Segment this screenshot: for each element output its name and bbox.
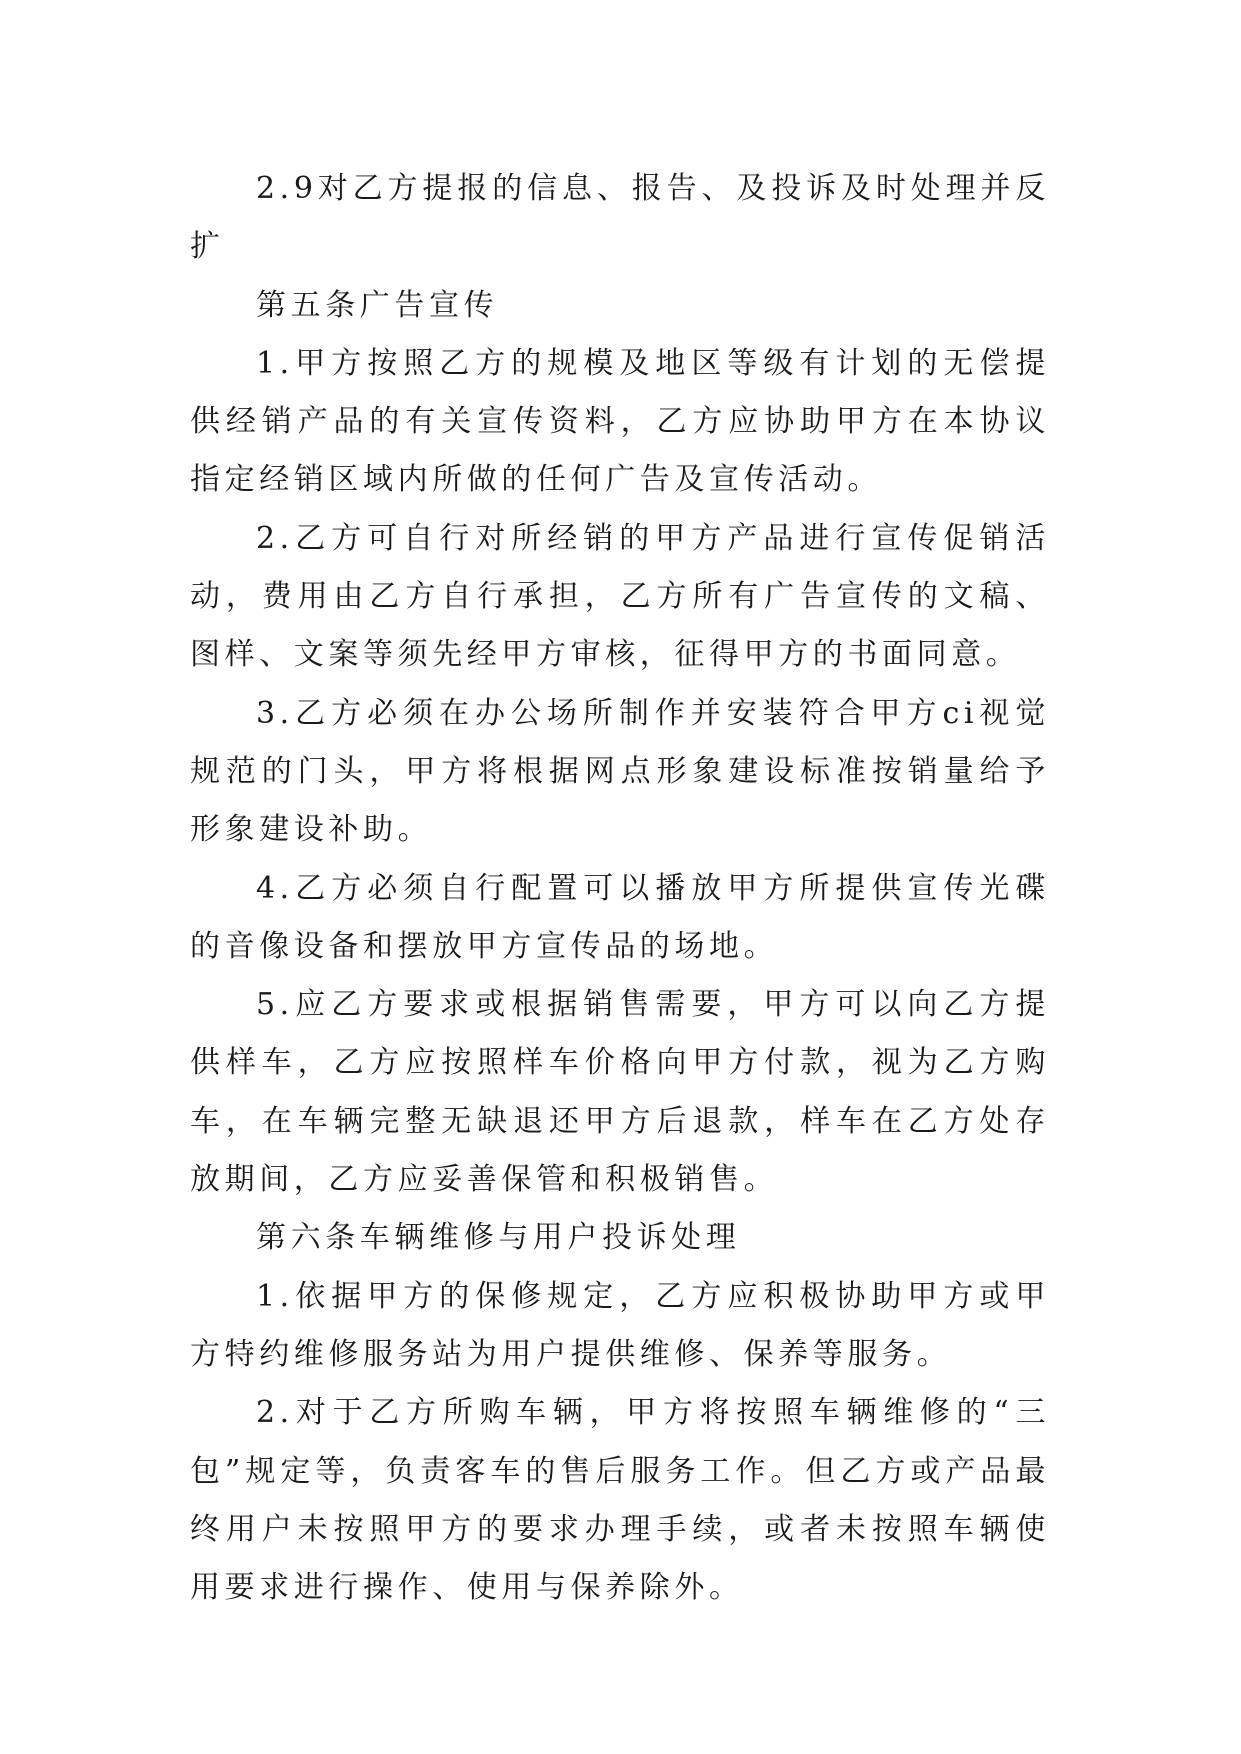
paragraph-6-1: 1.依据甲方的保修规定，乙方应积极协助甲方或甲方特约维修服务站为用户提供维修、保养等服务。 [190,1278,1050,1372]
paragraph-5-4: 4.乙方必须自行配置可以播放甲方所提供宣传光碟的音像设备和摆放甲方宣传品的场地。 [190,870,1050,964]
section-heading-maintenance: 第六条车辆维修与用户投诉处理 [256,1220,741,1256]
paragraph-5-3: 3.乙方必须在办公场所制作并安装符合甲方ci视觉规范的门头，甲方将根据网点形象建设标准按销量给予形象建设补助。 [190,695,1050,848]
paragraph-6-2: 2.对于乙方所购车辆，甲方将按照车辆维修的“三包”规定等，负责客车的售后服务工作。但乙方或产品最终用户未按照甲方的要求办理手续，或者未按照车辆使用要求进行操作、使用与保养除外。 [190,1395,1050,1606]
paragraph-5-5: 5.应乙方要求或根据销售需要，甲方可以向乙方提供样车，乙方应按照样车价格向甲方付款，视为乙方购车，在车辆完整无缺退还甲方后退款，样车在乙方处存放期间，乙方应妥善保管和积极销售。 [190,987,1050,1198]
document-body [190,160,1050,1617]
section-heading-advertising: 第五条广告宣传 [256,287,499,323]
paragraph-5-2: 2.乙方可自行对所经销的甲方产品进行宣传促销活动，费用由乙方自行承担，乙方所有广告宣传的文稿、图样、文案等须先经甲方审核，征得甲方的书面同意。 [190,520,1050,673]
paragraph-5-1: 1.甲方按照乙方的规模及地区等级有计划的无偿提供经销产品的有关宣传资料，乙方应协助甲方在本协议指定经销区域内所做的任何广告及宣传活动。 [190,345,1050,498]
paragraph-2-9: 2.9对乙方提报的信息、报告、及投诉及时处理并反扩 [190,171,1050,265]
